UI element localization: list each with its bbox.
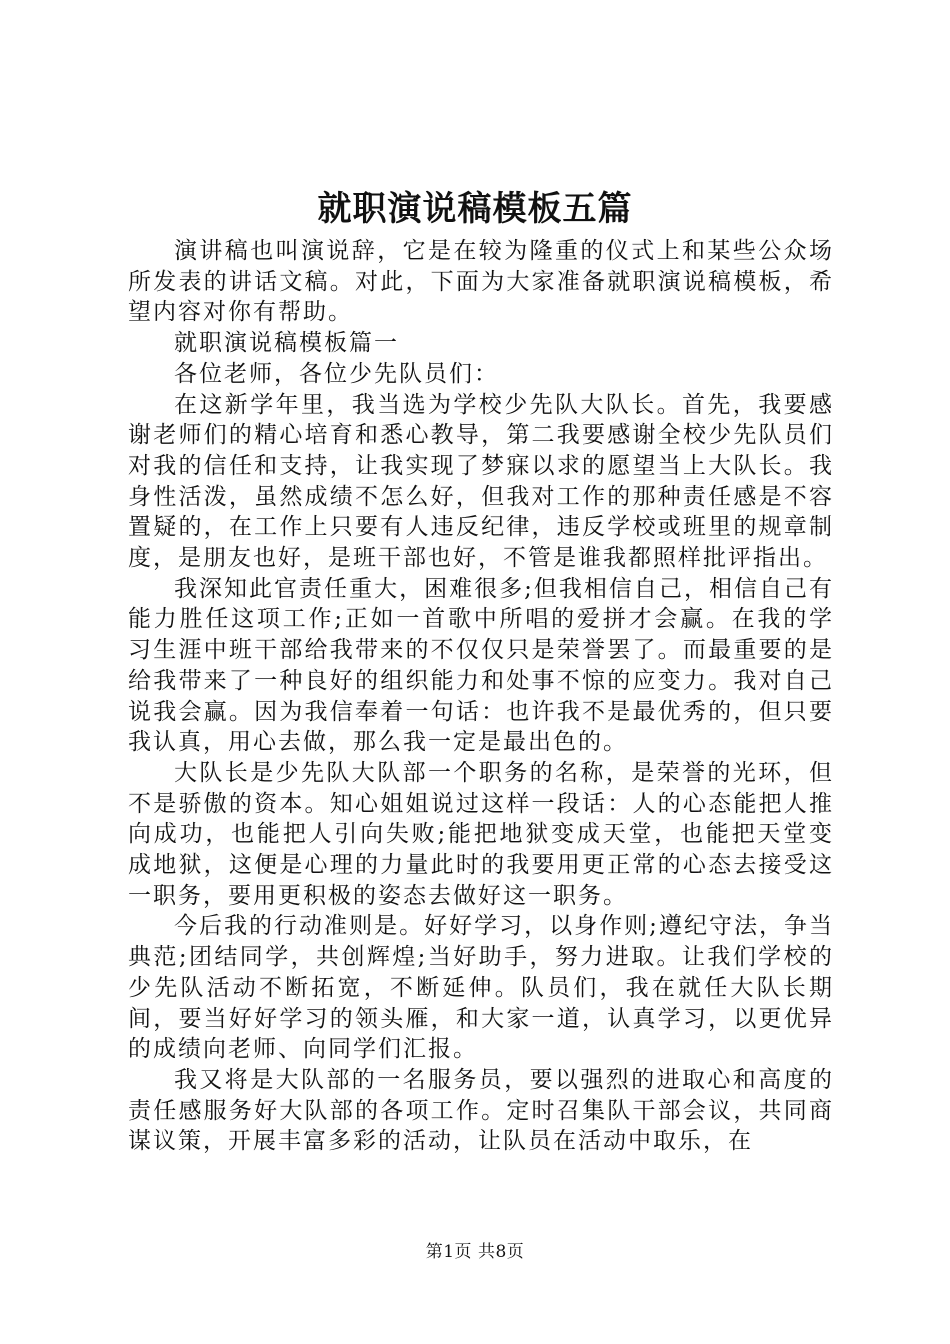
page-number: 第1页 共8页: [425, 1242, 525, 1262]
section-heading: 就职演说稿模板篇一: [174, 330, 399, 357]
body-paragraph: 我又将是大队部的一名服务员，要以强烈的进取心和高度的责任感服务好大队部的各项工作。定时召集队干部会议，共同商谋议策，开展丰富多彩的活动，让队员在活动中取乐，在: [128, 1066, 834, 1155]
body-paragraph: 大队长是少先队大队部一个职务的名称，是荣誉的光环，但不是骄傲的资本。知心姐姐说过这样一段话：人的心态能把人推向成功，也能把人引向失败;能把地狱变成天堂，也能把天堂变成地狱，这便是心理的力量此时的我要用更正常的心态去接受这一职务，要用更积极的姿态去做好这一职务。: [128, 759, 834, 909]
document-body: [128, 236, 834, 1157]
body-paragraph: 我深知此官责任重大，困难很多;但我相信自己，相信自己有能力胜任这项工作;正如一首歌中所唱的爱拼才会赢。在我的学习生涯中班干部给我带来的不仅仅只是荣誉罢了。而最重要的是给我带来了一种良好的组织能力和处事不惊的应变力。我对自己说我会赢。因为我信奉着一句话：也许我不是最优秀的，但只要我认真，用心去做，那么我一定是最出色的。: [128, 575, 834, 756]
body-paragraph: 今后我的行动准则是。好好学习，以身作则;遵纪守法，争当典范;团结同学，共创辉煌;当好助手，努力进取。让我们学校的少先队活动不断拓宽，不断延伸。队员们，我在就任大队长期间，要当好好学习的领头雁，和大家一道，认真学习，以更优异的成绩向老师、向同学们汇报。: [128, 913, 834, 1063]
salutation: 各位老师，各位少先队员们：: [174, 360, 499, 387]
body-paragraph: 在这新学年里，我当选为学校少先队大队长。首先，我要感谢老师们的精心培育和悉心教导，第二我要感谢全校少先队员们对我的信任和支持，让我实现了梦寐以求的愿望当上大队长。我身性活泼，虽然成绩不怎么好，但我对工作的那种责任感是不容置疑的，在工作上只要有人违反纪律，违反学校或班里的规章制度，是朋友也好，是班干部也好，不管是谁我都照样批评指出。: [128, 391, 834, 572]
intro-paragraph: 演讲稿也叫演说辞，它是在较为隆重的仪式上和某些公众场所发表的讲话文稿。对此，下面为大家准备就职演说稿模板，希望内容对你有帮助。: [128, 238, 834, 326]
document-title: 就职演说稿模板五篇: [317, 189, 633, 229]
